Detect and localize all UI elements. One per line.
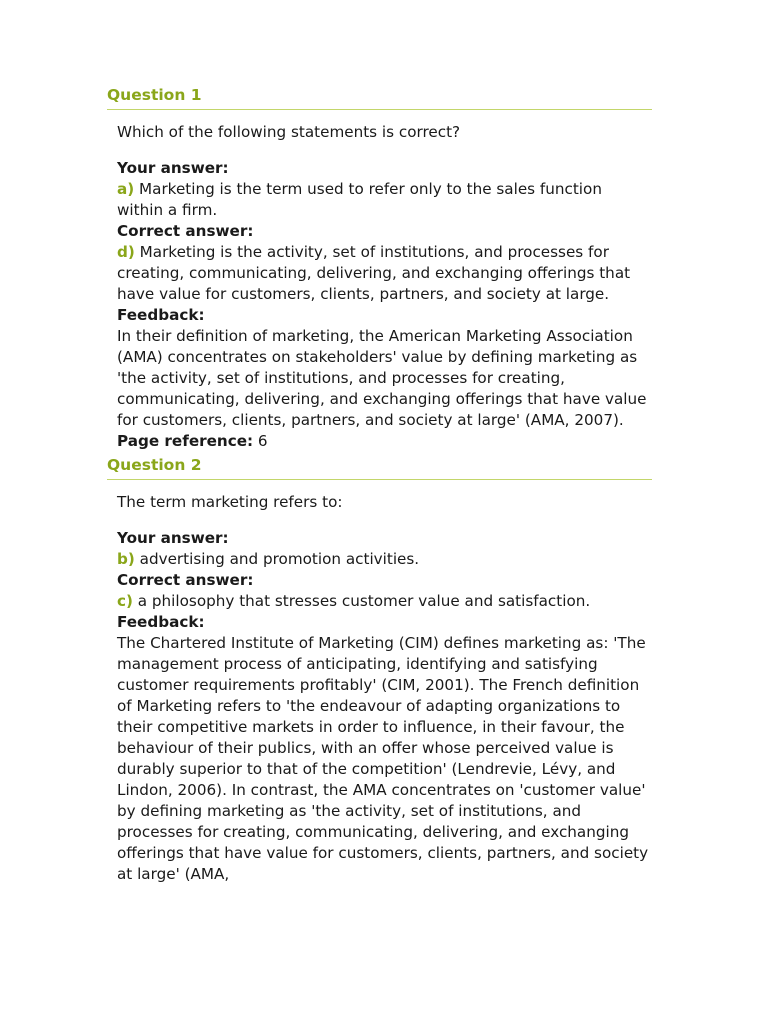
your-answer-letter: a): [117, 180, 135, 198]
question-1: [107, 84, 652, 452]
your-answer-label: Your answer:: [117, 529, 229, 547]
correct-answer: [117, 242, 652, 305]
question-text: The term marketing refers to:: [117, 493, 343, 511]
your-answer-letter: b): [117, 550, 135, 568]
your-answer: [117, 549, 652, 570]
correct-answer-text: Marketing is the activity, set of institutions, and processes for creating, communicating, delivering, and exchanging offerings that have value for customers, clients, partners, and society at large.: [117, 243, 631, 303]
quiz-page: [107, 84, 652, 885]
feedback-label: Feedback:: [117, 613, 205, 631]
question-body: [107, 492, 652, 885]
your-answer-text: Marketing is the term used to refer only to the sales function within a firm.: [117, 180, 602, 219]
question-title: Question 1: [107, 84, 652, 110]
your-answer-label: Your answer:: [117, 159, 229, 177]
correct-answer-label: Correct answer:: [117, 222, 254, 240]
question-body: [107, 122, 652, 452]
question-2: [107, 454, 652, 885]
page-reference-label: Page reference:: [117, 432, 254, 450]
correct-answer-label: Correct answer:: [117, 571, 254, 589]
question-text: Which of the following statements is correct?: [117, 123, 461, 141]
your-answer: [117, 179, 652, 221]
your-answer-text: advertising and promotion activities.: [134, 550, 420, 568]
feedback-text: The Chartered Institute of Marketing (CIM) defines marketing as: 'The management process of anticipating, identifying and satisfying customer requirements profitably' (CIM, 2001). The French definition of Marketing refers to 'the endeavour of adapting organizations to their competitive markets in order to influence, in their favour, the behaviour of their publics, with an offer whose perceived value is durably superior to that of the competition' (Lendrevie, Lévy, and Lindon, 2006). In contrast, the AMA concentrates on 'customer value' by defining marketing as 'the activity, set of institutions, and processes for creating, communicating, delivering, and exchanging offerings that have value for customers, clients, partners, and society at large' (AMA,: [117, 634, 649, 883]
page-reference: [117, 431, 652, 452]
page-reference-value: 6: [253, 432, 268, 450]
correct-answer-letter: d): [117, 243, 135, 261]
correct-answer: [117, 591, 652, 612]
correct-answer-letter: c): [117, 592, 133, 610]
question-title: Question 2: [107, 454, 652, 480]
feedback-label: Feedback:: [117, 306, 205, 324]
correct-answer-text: a philosophy that stresses customer value and satisfaction.: [132, 592, 591, 610]
feedback-text: In their definition of marketing, the American Marketing Association (AMA) concentrates on stakeholders' value by defining marketing as 'the activity, set of institutions, and processes for creating, communicating, delivering, and exchanging offerings that have value for customers, clients, partners, and society at large' (AMA, 2007).: [117, 327, 647, 429]
